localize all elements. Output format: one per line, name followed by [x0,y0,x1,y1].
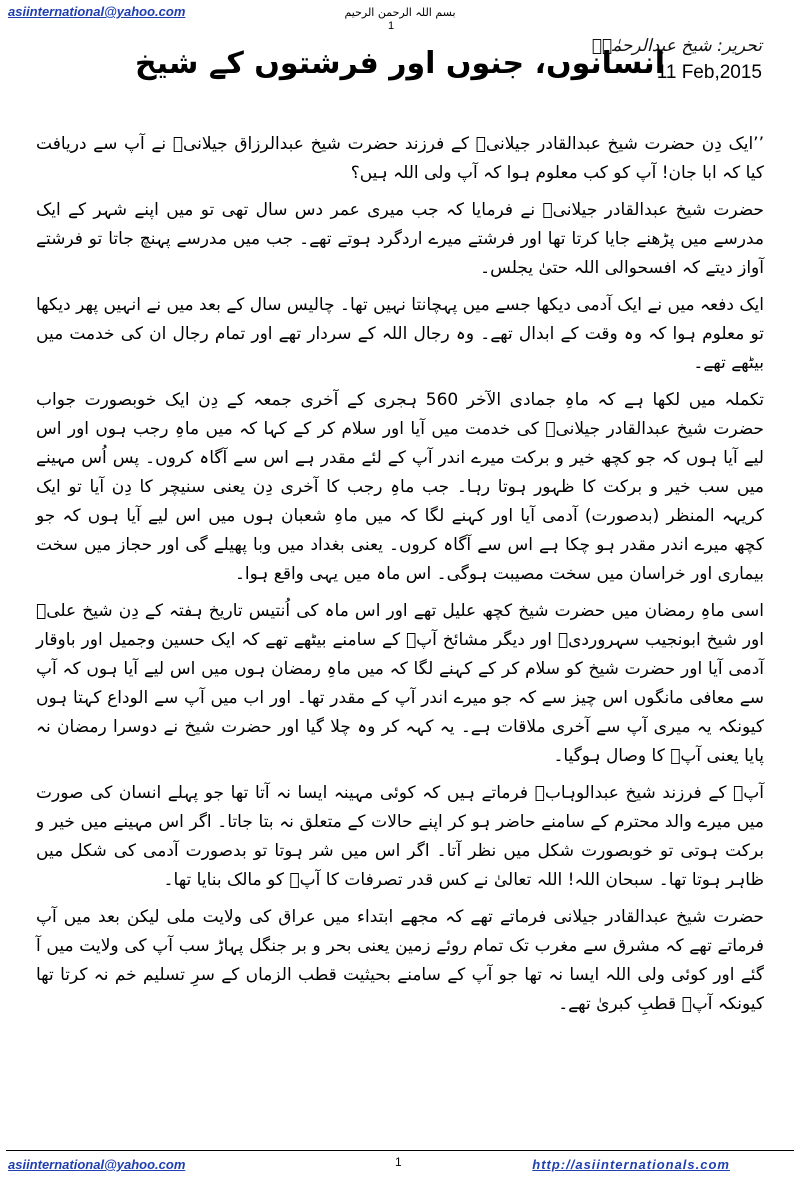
author-line: تحریر: شیخ عبدالرحمٰنؒ [591,36,762,56]
article-body [36,130,764,1027]
paragraph: اسی ماہِ رمضان میں حضرت شیخ کچھ علیل تھے اور اس ماہ کی اُنتیس تاریخ ہفتہ کے دِن شیخ علیؒ اور شیخ ابونجیب سہروردیؒ اور دیگر مشائخ آپؒ کے سامنے بیٹھے تھے کہ ایک حسین وجمیل اور باوقار آدمی آیا اور حضرت شیخ کو سلام کر کے کہنے لگا کہ میں ماہِ رمضان ہوں میں اس لیے آیا ہوں کہ آپ سے معافی مانگوں اس چیز سے کہ جو میرے اندر آپ کے مقدر تھا۔ اور اب میں آپ سے الوداع کہتا ہوں کیونکہ یہ میری آپ سے آخری ملاقات ہے۔ یہ کہہ کر وہ چلا گیا اور حضرت شیخ نے دوسرا رمضان نہ پایا یعنی آپؒ کا وصال ہوگیا۔ [36,601,764,766]
header-email-link[interactable]: asiinternational@yahoo.com [8,4,186,19]
footer-page-number: 1 [395,1155,402,1169]
footer-email-link[interactable]: asiinternational@yahoo.com [8,1157,186,1172]
paragraph: ’’ایک دِن حضرت شیخ عبدالقادر جیلانیؒ کے فرزند حضرت شیخ عبدالرزاق جیلانیؒ نے آپ سے دریافت کیا کہ ابا جان! آپ کو کب معلوم ہوا کہ آپ ولی اللہ ہیں؟ [36,134,764,183]
article-title: انسانوں، جنوں اور فرشتوں کے شیخ [135,46,665,81]
article-date: 11 Feb,2015 [656,62,762,83]
bismillah-text: بسم اللہ الرحمن الرحیم [344,6,456,19]
paragraph: تکملہ میں لکھا ہے کہ ماہِ جمادی الآخر 560 ہجری کے آخری جمعہ کے دِن ایک خوبصورت جواب حضرت شیخ عبدالقادر جیلانیؒ کی خدمت میں آیا اور سلام کر کے کہا کہ میں ماہِ رجب ہوں اور اس لیے آیا ہوں کہ جو کچھ خیر و برکت میرے اندر آپ کے لئے مقدر ہے اس سے آگاہ کروں۔ پس اُس مہینے میں سب خیر و برکت کا ظہور ہوتا رہا۔ جب ماہِ رجب کا آخری دِن یعنی سنیچر کا دِن آیا تو ایک کریہہ المنظر (بدصورت) آدمی آیا اور کہنے لگا کہ میں ماہِ شعبان ہوں میں اس لیے آیا ہوں کہ جو کچھ میرے اندر مقدر ہو چکا ہے اس سے آگاہ کروں۔ یعنی بغداد میں وبا پھیلے گی اور حجاز میں سخت بیماری اور خراسان میں سخت مصیبت ہوگی۔ اس ماہ میں یہی واقع ہوا۔ [36,390,764,584]
paragraph: حضرت شیخ عبدالقادر جیلانی فرماتے تھے کہ مجھے ابتداء میں عراق کی ولایت ملی لیکن بعد میں آپ فرماتے تھے کہ مشرق سے مغرب تک تمام روئے زمین یعنی بحر و بر جنگل پہاڑ سب آپ کی ولایت میں آ گئے اور کوئی ولی اللہ ایسا نہ تھا جو آپ کے سامنے بحیثیت قطب الزماں کے سرِ تسلیم خم نہ کرتا تھا کیونکہ آپؒ قطبِ کبریٰ تھے۔ [36,907,764,1014]
paragraph: ایک دفعہ میں نے ایک آدمی دیکھا جسے میں پہچانتا نہیں تھا۔ چالیس سال کے بعد میں نے انہیں پھر دیکھا تو معلوم ہوا کہ وہ وقت کے ابدال تھے۔ وہ رجال اللہ کے سردار تھے اور تمام رجال ان کی خدمت میں بیٹھے تھے۔ [36,295,764,373]
header-page-number: 1 [388,20,395,32]
paragraph: آپؒ کے فرزند شیخ عبدالوہابؒ فرماتے ہیں کہ کوئی مہینہ ایسا نہ آتا تھا جو پہلے انسان کی صورت میں میرے والد محترم کے سامنے حاضر ہو کر اپنے حالات کے متعلق نہ بتا جاتا۔ اگر اس مہینے میں خیر و برکت ہوتی تو خوبصورت شکل میں نظر آتا۔ اگر اس میں شر ہوتا تو بدصورت آدمی کی شکل میں ظاہر ہوتا تھا۔ سبحان اللہ! اللہ تعالیٰ نے کس قدر تصرفات کا آپؒ کو مالک بنایا تھا۔ [36,783,764,890]
footer-website-link[interactable]: http://asiinternationals.com [532,1157,730,1172]
paragraph: حضرت شیخ عبدالقادر جیلانیؒ نے فرمایا کہ جب میری عمر دس سال تھی تو میں اپنے شہر کے ایک مدرسے میں پڑھنے جایا کرتا تھا اور فرشتے میرے اردگرد ہوتے تھے۔ جب میں مدرسے پہنچ جاتا تو فرشتے آواز دیتے کہ افسحوالی اللہ حتیٰ یجلس۔ [36,200,764,278]
footer-divider [6,1150,794,1151]
